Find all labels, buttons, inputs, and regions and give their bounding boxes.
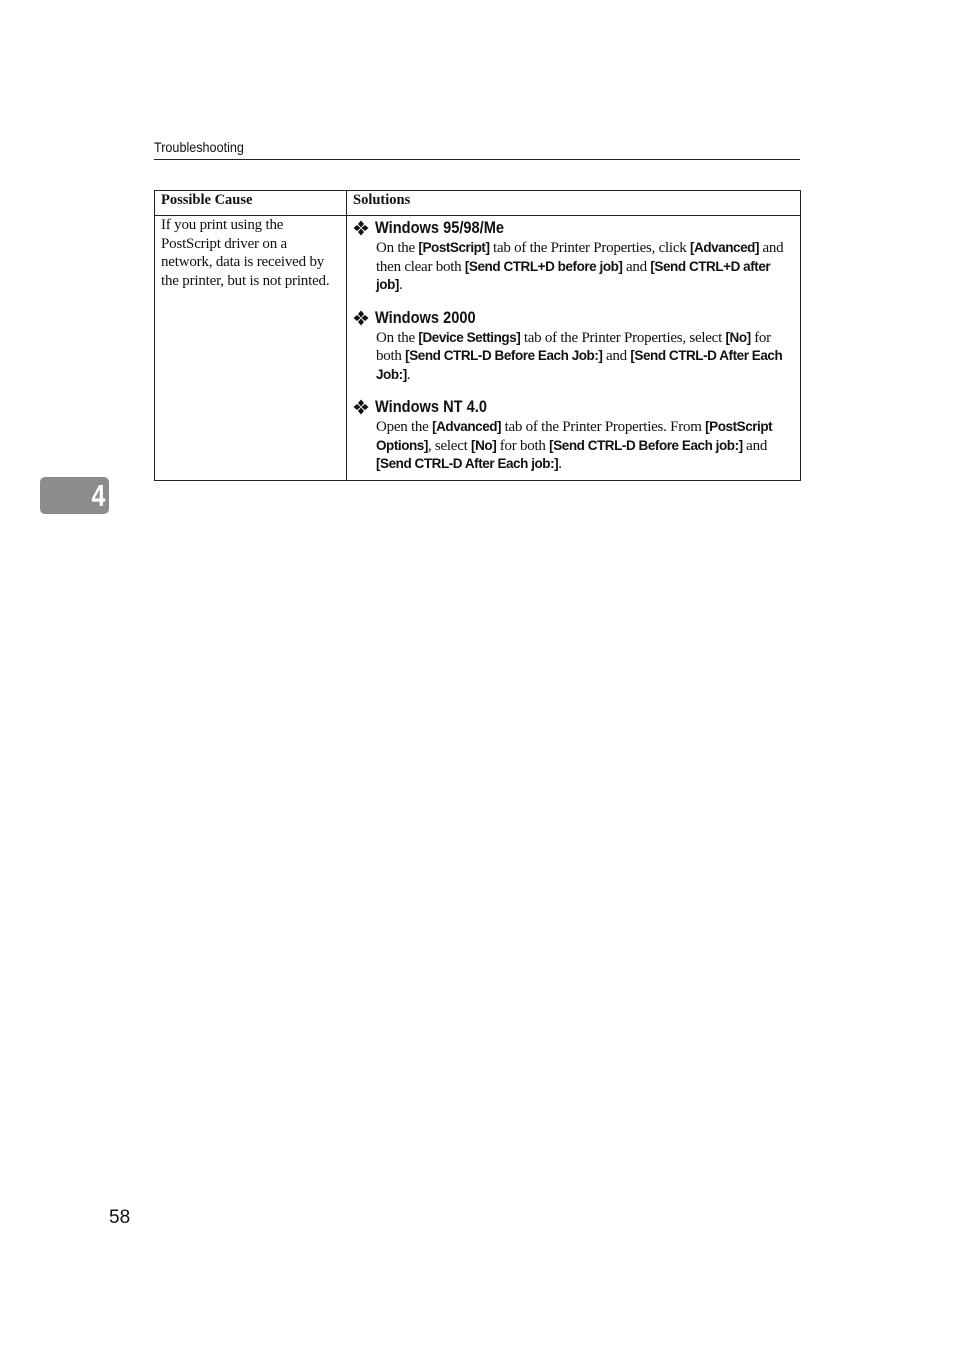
- ui-label-send-ctrl-d-after-each-job: [Send CTRL-D After Each job:]: [376, 456, 559, 471]
- ui-label-send-ctrl-d-after-job: [Send CTRL+D after job]: [376, 258, 771, 292]
- solution-text-part: On the: [376, 240, 419, 256]
- solution-text-part: for both: [496, 437, 550, 454]
- solution-text-part: Open the: [376, 419, 433, 435]
- solution-os-title: Windows 95/98/Me: [375, 218, 505, 237]
- solution-text-part: .: [406, 366, 411, 383]
- solution-windows-nt-4: [353, 396, 794, 474]
- column-header-solutions: Solutions: [347, 191, 801, 216]
- ui-label-device-settings: [Device Settings]: [418, 329, 521, 345]
- solution-text-part: for both: [376, 329, 771, 364]
- solution-windows-2000: [353, 307, 794, 385]
- page-number: 58: [109, 1207, 131, 1228]
- solution-windows-95-98-me: [353, 217, 794, 295]
- ui-label-advanced: [Advanced]: [689, 240, 759, 255]
- chapter-tab: [40, 477, 109, 514]
- ui-label-send-ctrl-d-before-each-job: [Send CTRL-D Before Each job:]: [549, 437, 743, 453]
- ui-label-send-ctrl-d-after-each-job: [Send CTRL-D After Each Job:]: [376, 348, 783, 382]
- solution-os-title: Windows NT 4.0: [375, 397, 487, 416]
- solution-text-part: and then clear both: [376, 240, 784, 275]
- solution-text-part: tab of the Printer Properties, click: [489, 240, 690, 256]
- solution-text-part: and: [602, 348, 631, 364]
- running-header-title: Troubleshooting: [154, 139, 244, 155]
- table-row: [155, 216, 801, 481]
- ui-label-postscript-options: [PostScript Options]: [376, 419, 773, 453]
- ui-label-no: [No]: [725, 329, 751, 345]
- solution-text-part: tab of the Printer Properties. From: [501, 419, 706, 435]
- solution-text-part: .: [558, 456, 562, 472]
- solution-os-title: Windows 2000: [375, 307, 476, 327]
- solutions-cell: [347, 216, 801, 481]
- column-header-possible-cause: Possible Cause: [155, 191, 347, 216]
- solution-text-part: On the: [376, 329, 419, 346]
- chapter-number: 4: [91, 478, 105, 513]
- troubleshooting-table: [154, 190, 801, 481]
- solution-text: [376, 418, 794, 474]
- table-header-row: [155, 191, 801, 216]
- solution-text-part: tab of the Printer Properties, select: [520, 329, 726, 346]
- running-header: [154, 139, 800, 160]
- ui-label-postscript-tab: [PostScript]: [418, 240, 490, 255]
- solution-text: [376, 329, 794, 385]
- solution-heading: [353, 396, 794, 418]
- ui-label-no: [No]: [471, 437, 497, 453]
- solution-text-part: and: [622, 258, 651, 275]
- solution-heading: [353, 307, 794, 329]
- possible-cause-cell: If you print using the PostScript driver on a network, data is received by the printer, but is not printed.: [155, 216, 347, 481]
- solution-text: [376, 239, 794, 295]
- four-petal-diamond-icon: [353, 399, 369, 415]
- solution-heading: [353, 217, 794, 239]
- solution-text-part: .: [398, 277, 403, 293]
- four-petal-diamond-icon: [353, 220, 369, 236]
- ui-label-send-ctrl-d-before-each-job: [Send CTRL-D Before Each Job:]: [405, 348, 603, 363]
- solution-text-part: , select: [427, 437, 472, 454]
- ui-label-send-ctrl-d-before-job: [Send CTRL+D before job]: [464, 258, 623, 274]
- ui-label-advanced-tab: [Advanced]: [432, 419, 502, 434]
- solution-text-part: and: [742, 437, 768, 454]
- four-petal-diamond-icon: [353, 310, 369, 326]
